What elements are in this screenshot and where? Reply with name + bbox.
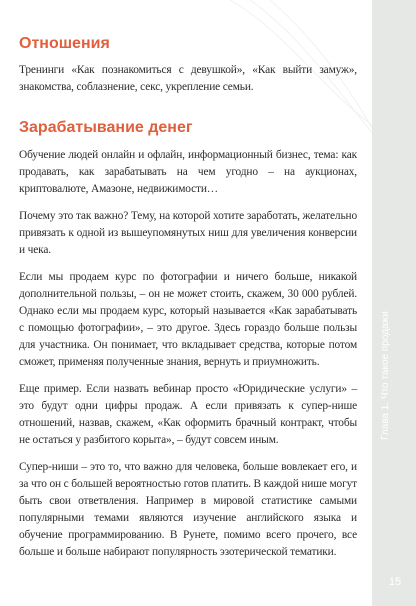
section-heading-relations: Отношения [19,35,110,52]
paragraph: Тренинги «Как познакомиться с девушкой», «Как выйти замуж», знакомства, соблазнение, секс, укрепление семьи. [19,64,357,93]
running-head: Глава 1. Что такое продажи [380,311,391,440]
paragraph: Обучение людей онлайн и офлайн, информационный бизнес, тема: как продавать, как зарабатывать на чем угодно – на аукционах, криптовалюте, Амазоне, недвижимости… [19,149,357,195]
main-text [19,34,357,561]
paragraph: Еще пример. Если назвать вебинар просто «Юридические услуги» – это будут одни цифры продаж. А если привязать к супер-нише отношений, назвав, скажем, «Как оформить брачный контракт, чтобы не остаться у разбитого корыта», – будут совсем иным. [19,383,357,446]
paragraph: Если мы продаем курс по фотографии и ничего больше, никакой дополнительной пользы, – он не может стоить, скажем, 30 000 рублей. Однако если мы продаем курс, который называется «Как зарабатывать с помощью фотографии», – это другое. Здесь гораздо больше пользы для участника. Он понимает, что вкладывает средства, которые потом сможет, применяя полученные знания, вернуть и приумножить. [19,271,357,368]
paragraph: Почему это так важно? Тему, на которой хотите заработать, желательно привязать к одной из вышеупомянутых ниш для увеличения конверсии и чека. [19,210,357,256]
page-number: 15 [388,576,402,588]
paragraph: Супер-ниши – это то, что важно для человека, больше вовлекает его, и за что он с большей вероятностью готов платить. В каждой нише могут быть свои ответвления. Например в мировой статистике самыми популярными темами являются изучение английского языка и обучение программированию. В Рунете, помимо всего прочего, все больше и больше набирают популярность эзотерической тематики. [19,461,357,558]
section-heading-earning: Зарабатывание денег [19,119,193,136]
sidebar-band [372,0,416,606]
